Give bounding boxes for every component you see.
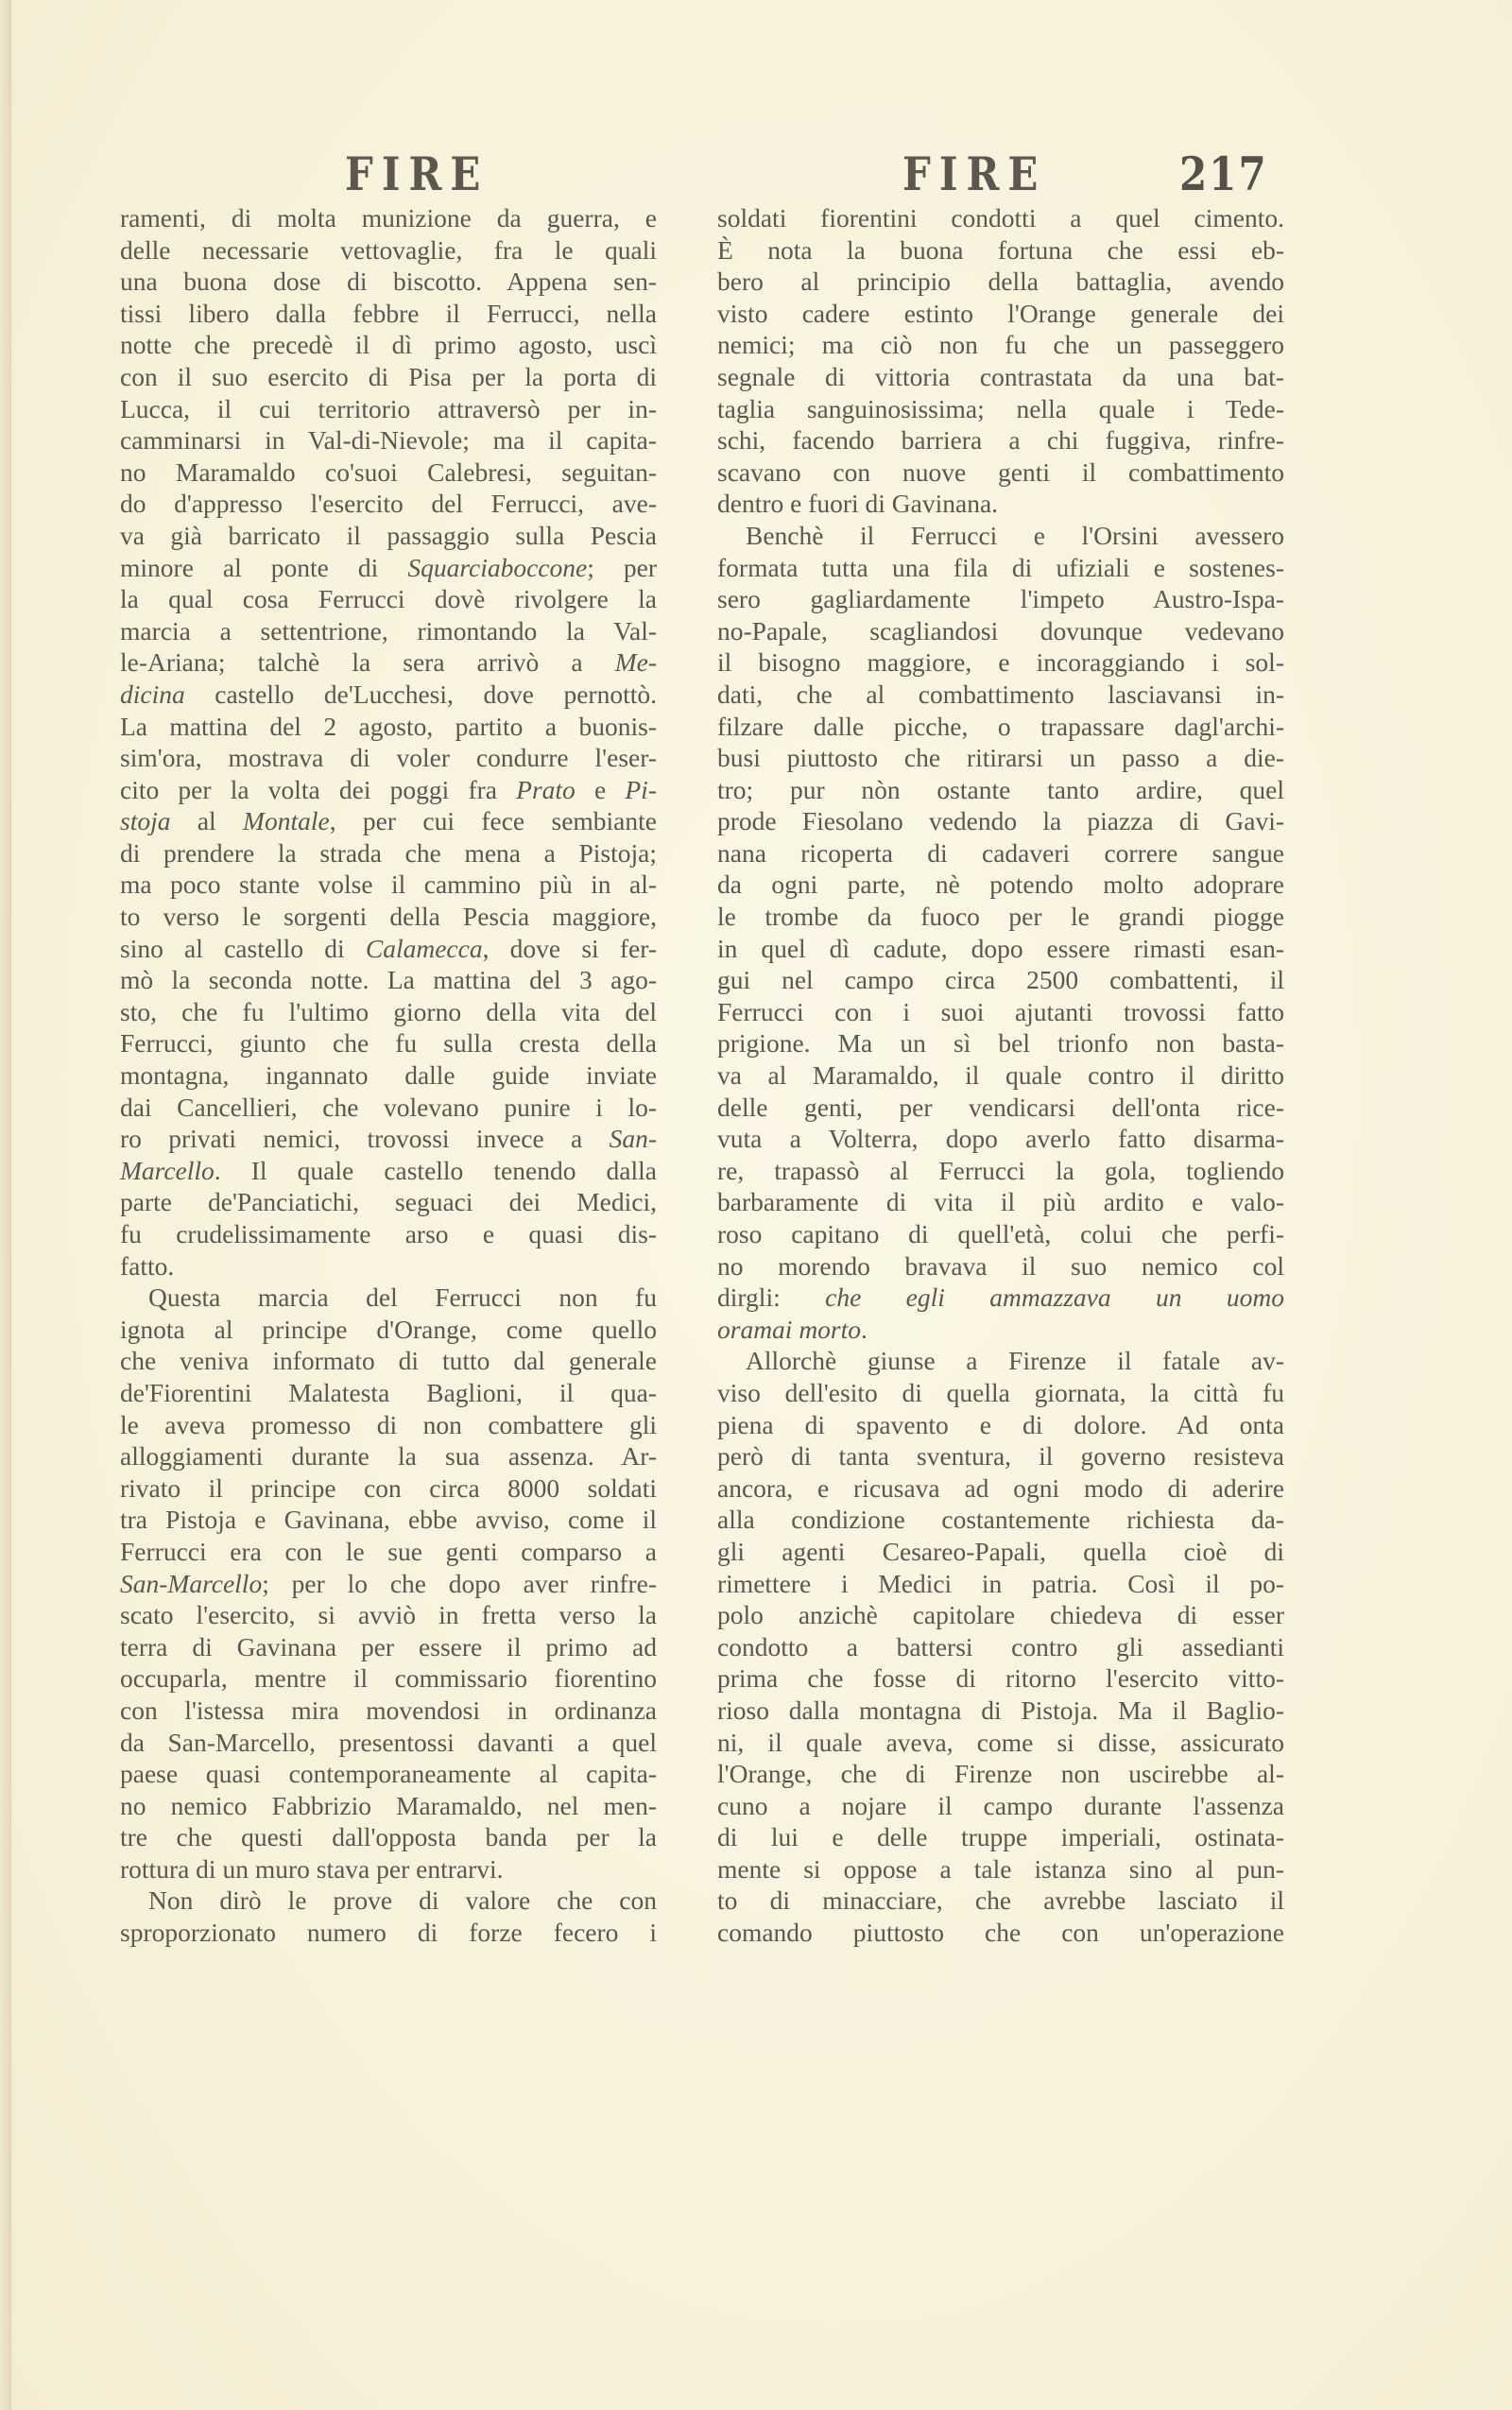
text-line [717, 1314, 1284, 1346]
text-run: le-Ariana; talchè la sera arrivò a [120, 647, 615, 678]
text-run: ni, il quale aveva, come si disse, assicurato [717, 1727, 1284, 1757]
text-run: sto, che fu l'ultimo giorno della vita del [120, 996, 657, 1026]
text-run: ; per lo che dopo aver rinfre- [262, 1568, 657, 1598]
text-line [120, 1536, 657, 1568]
text-line [717, 711, 1284, 743]
text-line [120, 1662, 657, 1695]
text-run: Ferrucci, giunto che fu sulla cresta della [120, 1028, 657, 1059]
text-line [717, 1695, 1284, 1727]
text-line [717, 1282, 1284, 1314]
text-run: camminarsi in Val-di-Nievole; ma il capita- [120, 425, 657, 456]
italic-text: Pi- [625, 774, 657, 804]
text-line [717, 1250, 1284, 1282]
text-run: comando piuttosto che con un'operazione [717, 1918, 1284, 1948]
text-run: scato l'esercito, si avviò in fretta verso la [120, 1600, 657, 1630]
text-line [120, 711, 657, 743]
text-line [717, 805, 1284, 837]
text-line [120, 1282, 657, 1314]
text-line [717, 1123, 1284, 1155]
text-line [717, 933, 1284, 965]
text-run: tissi libero dalla febbre il Ferrucci, nella [120, 298, 657, 328]
text-line [717, 1758, 1284, 1790]
text-run: Non dirò le prove di valore che con [148, 1885, 657, 1916]
text-run: prima che fosse di ritorno l'esercito vitto- [717, 1663, 1284, 1694]
text-run: scavano con nuove genti il combattimento [717, 456, 1284, 487]
text-run: tra Pistoja e Gavinana, ebbe avviso, come il [120, 1505, 657, 1535]
text-line [717, 1377, 1284, 1409]
text-line [717, 329, 1284, 361]
text-run: minore al ponte di [120, 552, 408, 582]
text-run: castello de'Lucchesi, dove pernottò. [184, 679, 657, 709]
text-run: schi, facendo barriera a chi fuggiva, rinfre- [717, 425, 1284, 456]
text-line [120, 298, 657, 330]
text-line [717, 456, 1284, 489]
text-run: Allorchè giunse a Firenze il fatale av- [746, 1346, 1284, 1376]
left-running-head: FIRE [345, 147, 490, 201]
text-line [120, 1853, 657, 1885]
text-line [120, 1345, 657, 1377]
text-run: Benchè il Ferrucci e l'Orsini avessero [746, 520, 1284, 550]
text-run: roso capitano di quell'età, colui che perfi- [717, 1219, 1284, 1248]
text-line [120, 583, 657, 615]
text-run: con il suo esercito di Pisa per la porta di [120, 361, 657, 391]
text-run: re, trapassò al Ferrucci la gola, togliendo [717, 1155, 1284, 1185]
text-run: ancora, e ricusava ad ogni modo di aderire [717, 1472, 1284, 1503]
text-line [717, 1092, 1284, 1124]
right-text-column [717, 202, 1284, 1949]
text-line [717, 901, 1284, 933]
text-line [120, 456, 657, 489]
text-line [120, 520, 657, 552]
text-line [717, 996, 1284, 1028]
text-line [717, 1409, 1284, 1441]
text-line [120, 1631, 657, 1663]
text-line [120, 361, 657, 393]
text-run: no Maramaldo co'suoi Calebresi, seguitan- [120, 456, 657, 487]
text-line [717, 1853, 1284, 1885]
text-line [120, 869, 657, 901]
text-line [120, 964, 657, 996]
text-line [120, 1790, 657, 1822]
text-line [717, 1059, 1284, 1092]
text-line [120, 1727, 657, 1759]
text-run: dirgli: [717, 1282, 826, 1313]
text-line [717, 1631, 1284, 1663]
text-run: ma poco stante volse il cammino più in al- [120, 869, 657, 900]
text-line [717, 361, 1284, 393]
text-run: soldati fiorentini condotti a quel cimento. [717, 203, 1284, 232]
text-line [717, 520, 1284, 552]
text-line [717, 837, 1284, 869]
text-line [120, 1218, 657, 1250]
right-running-head: FIRE [902, 147, 1047, 201]
text-run: . Il quale castello tenendo dalla [214, 1155, 657, 1185]
text-line [717, 583, 1284, 615]
text-run: ramenti, di molta munizione da guerra, e [120, 203, 657, 232]
text-run: cuno a nojare il campo durante l'assenza [717, 1790, 1284, 1820]
text-run: le aveva promesso di non combattere gli [120, 1409, 657, 1439]
text-run: l'Orange, che di Firenze non uscirebbe al- [717, 1759, 1284, 1789]
text-line [120, 424, 657, 456]
text-run: va già barricato il passaggio sulla Pescia [120, 520, 657, 550]
text-run: condotto a battersi contro gli assedianti [717, 1631, 1284, 1661]
text-run: busi piuttosto che ritirarsi un passo a die- [717, 743, 1284, 773]
text-line [717, 1345, 1284, 1377]
text-line [120, 266, 657, 298]
text-run: polo anzichè capitolare chiedeva di esser [717, 1600, 1284, 1630]
text-run: Questa marcia del Ferrucci non fu [148, 1282, 657, 1313]
text-run: rimettere i Medici in patria. Così il po- [717, 1568, 1284, 1598]
text-run: prigione. Ma un sì bel trionfo non basta- [717, 1028, 1284, 1059]
text-line [120, 552, 657, 584]
text-line [120, 996, 657, 1028]
text-run: sino al castello di [120, 933, 366, 963]
text-line [717, 1536, 1284, 1568]
text-line [120, 1314, 657, 1346]
italic-text: Montale [243, 806, 330, 836]
text-run: da ogni parte, nè potendo molto adoprare [717, 869, 1284, 900]
italic-text: dicina [120, 679, 185, 709]
italic-text: San- [609, 1124, 657, 1154]
text-run: piena di spavento e di dolore. Ad onta [717, 1409, 1284, 1439]
text-line [717, 234, 1284, 267]
text-line [120, 1155, 657, 1187]
text-run: ; per [587, 552, 657, 582]
text-run: occuparla, mentre il commissario fiorentino [120, 1663, 657, 1694]
text-line [120, 1250, 657, 1282]
left-text-column [120, 202, 657, 1949]
text-line [120, 646, 657, 679]
text-line [717, 742, 1284, 774]
italic-text: Me- [614, 647, 657, 678]
text-run: ro privati nemici, trovossi invece a [120, 1124, 610, 1154]
page-number: 217 [1179, 147, 1268, 201]
text-run: no morendo bravava il suo nemico col [717, 1250, 1284, 1281]
text-line [717, 552, 1284, 584]
text-line [717, 1504, 1284, 1536]
italic-text: Calamecca [365, 933, 483, 963]
text-line [120, 805, 657, 837]
text-line [120, 1377, 657, 1409]
text-line [717, 1917, 1284, 1949]
text-run: tre che questi dall'opposta banda per la [120, 1822, 657, 1852]
text-run: segnale di vittoria contrastata da una bat- [717, 361, 1284, 391]
text-line [120, 1440, 657, 1472]
text-line [120, 1695, 657, 1727]
italic-text: oramai morto [717, 1314, 862, 1344]
text-line [120, 488, 657, 520]
text-line [120, 1123, 657, 1155]
text-line [120, 679, 657, 711]
text-line [717, 424, 1284, 456]
text-run: taglia sanguinosissima; nella quale i Tede- [717, 393, 1284, 423]
text-line [717, 1662, 1284, 1695]
text-line [717, 964, 1284, 996]
text-run: la qual cosa Ferrucci dovè rivolgere la [120, 584, 657, 614]
text-run: sim'ora, mostrava di voler condurre l'eser- [120, 743, 657, 773]
text-line [120, 234, 657, 267]
italic-text: San-Marcello [120, 1568, 263, 1598]
text-run: da San-Marcello, presentossi davanti a quel [120, 1727, 657, 1757]
text-line [717, 774, 1284, 806]
text-run: rottura di un muro stava per entrarvi. [120, 1853, 504, 1884]
text-line [120, 393, 657, 425]
text-line [120, 202, 657, 234]
text-run: Lucca, il cui territorio attraversò per in- [120, 393, 657, 423]
text-run: formata tutta una fila di ufiziali e sostenes- [717, 552, 1284, 582]
text-run: che veniva informato di tutto dal generale [120, 1346, 657, 1376]
text-line [120, 1885, 657, 1917]
text-line [120, 1092, 657, 1124]
text-line [717, 1472, 1284, 1505]
text-line [120, 742, 657, 774]
text-run: mente si oppose a tale istanza sino al pun- [717, 1853, 1284, 1884]
text-run: le trombe da fuoco per le grandi piogge [717, 902, 1284, 932]
text-run: al [170, 806, 244, 836]
text-run: di prendere la strada che mena a Pistoja; [120, 837, 657, 868]
text-run: fatto. [120, 1250, 175, 1281]
text-line [717, 1440, 1284, 1472]
text-run: e [575, 774, 626, 804]
text-run: marcia a settentrione, rimontando la Val- [120, 615, 657, 646]
text-run: La mattina del 2 agosto, partito a buonis- [120, 711, 657, 741]
text-run: notte che precedè il dì primo agosto, uscì [120, 330, 657, 360]
page-header [0, 147, 1512, 201]
text-run: va al Maramaldo, il quale contro il diritto [717, 1060, 1284, 1091]
text-run: . [861, 1314, 868, 1344]
text-run: no-Papale, scagliandosi dovunque vedevano [717, 615, 1284, 646]
text-run: , dove si fer- [482, 933, 657, 963]
text-run: nana ricoperta di cadaveri correre sangue [717, 837, 1284, 868]
text-line [120, 1504, 657, 1536]
text-line [717, 1218, 1284, 1250]
text-run: gli agenti Cesareo-Papali, quella cioè di [717, 1536, 1284, 1566]
text-line [717, 1599, 1284, 1631]
text-line [717, 1186, 1284, 1218]
text-line [717, 1568, 1284, 1600]
text-line [717, 266, 1284, 298]
text-run: paese quasi contemporaneamente al capita- [120, 1759, 657, 1789]
text-run: mò la seconda notte. La mattina del 3 ago- [120, 965, 657, 995]
text-run: il bisogno maggiore, e incoraggiando i sol- [717, 647, 1284, 678]
text-line [717, 488, 1284, 520]
text-line [120, 1821, 657, 1853]
text-line [120, 1758, 657, 1790]
text-run: bero al principio della battaglia, avendo [717, 267, 1284, 297]
text-line [120, 1568, 657, 1600]
text-line [717, 869, 1284, 901]
text-line [717, 298, 1284, 330]
text-run: delle genti, per vendicarsi dell'onta rice- [717, 1092, 1284, 1122]
text-run: però di tanta sventura, il governo resisteva [717, 1441, 1284, 1472]
text-run: con l'istessa mira movendosi in ordinanza [120, 1695, 657, 1725]
text-line [120, 329, 657, 361]
text-run: dati, che al combattimento lasciavansi in- [717, 679, 1284, 709]
text-run: rivato il principe con circa 8000 soldati [120, 1472, 657, 1503]
text-run: tro; pur nòn ostante tanto ardire, quel [717, 774, 1284, 804]
text-run: nemici; ma ciò non fu che un passeggero [717, 330, 1284, 360]
text-line [717, 1885, 1284, 1917]
text-run: sero gagliardamente l'impeto Austro-Ispa- [717, 584, 1284, 614]
text-run: visto cadere estinto l'Orange generale dei [717, 298, 1284, 328]
text-run: de'Fiorentini Malatesta Baglioni, il qua- [120, 1377, 657, 1407]
italic-text: Prato [516, 774, 576, 804]
book-gutter-edge [0, 0, 11, 2410]
text-run: in quel dì cadute, dopo essere rimasti esan- [717, 933, 1284, 963]
text-line [120, 615, 657, 647]
italic-text: Squarciaboccone [407, 552, 588, 582]
text-line [717, 1155, 1284, 1187]
text-run: È nota la buona fortuna che essi eb- [717, 234, 1284, 265]
text-run: gui nel campo circa 2500 combattenti, il [717, 965, 1284, 995]
text-run: to di minacciare, che avrebbe lasciato il [717, 1885, 1284, 1916]
text-run: dentro e fuori di Gavinana. [717, 489, 999, 519]
text-run: prode Fiesolano vedendo la piazza di Gavi- [717, 806, 1284, 836]
text-line [120, 1472, 657, 1505]
text-line [120, 1917, 657, 1949]
text-line [120, 901, 657, 933]
text-run: alloggiamenti durante la sua assenza. Ar- [120, 1441, 657, 1472]
text-line [120, 933, 657, 965]
text-run: filzare dalle picche, o trapassare dagl'archi- [717, 711, 1284, 741]
text-line [120, 1186, 657, 1218]
text-run: barbaramente di vita il più ardito e valo- [717, 1187, 1284, 1217]
text-line [717, 1790, 1284, 1822]
text-run: do d'appresso l'esercito del Ferrucci, ave- [120, 489, 657, 519]
text-run: rioso dalla montagna di Pistoja. Ma il Baglio- [717, 1695, 1284, 1725]
text-line [120, 1059, 657, 1092]
text-line [120, 1409, 657, 1441]
text-line [120, 1599, 657, 1631]
text-run: montagna, ingannato dalle guide inviate [120, 1060, 657, 1091]
text-run: no nemico Fabbrizio Maramaldo, nel men- [120, 1790, 657, 1820]
italic-text: Marcello [120, 1155, 215, 1185]
text-line [717, 1727, 1284, 1759]
italic-text: che egli ammazzava un uomo [825, 1282, 1284, 1313]
text-line [120, 1027, 657, 1059]
text-line [717, 615, 1284, 647]
text-run: cito per la volta dei poggi fra [120, 774, 517, 804]
text-line [717, 1821, 1284, 1853]
text-run: alla condizione costantemente richiesta da- [717, 1505, 1284, 1535]
text-run: ignota al principe d'Orange, come quello [120, 1314, 657, 1344]
text-run: vuta a Volterra, dopo averlo fatto disarma- [717, 1124, 1284, 1154]
text-run: dai Cancellieri, che volevano punire i lo- [120, 1092, 657, 1122]
text-run: di lui e delle truppe imperiali, ostinata- [717, 1822, 1284, 1852]
text-run: Ferrucci era con le sue genti comparso a [120, 1536, 657, 1566]
text-line [717, 646, 1284, 679]
italic-text: stoja [120, 806, 171, 836]
text-run: , per cui fece sembiante [329, 806, 657, 836]
text-line [120, 774, 657, 806]
text-run: una buona dose di biscotto. Appena sen- [120, 267, 657, 297]
text-run: parte de'Panciatichi, seguaci dei Medici, [120, 1187, 657, 1217]
text-run: to verso le sorgenti della Pescia maggiore, [120, 902, 657, 932]
text-run: Ferrucci con i suoi ajutanti trovossi fatto [717, 996, 1284, 1026]
text-run: viso dell'esito di quella giornata, la città fu [717, 1377, 1284, 1407]
text-line [717, 393, 1284, 425]
text-run: delle necessarie vettovaglie, fra le quali [120, 234, 657, 265]
text-run: sproporzionato numero di forze fecero i [120, 1918, 657, 1948]
text-run: fu crudelissimamente arso e quasi dis- [120, 1219, 657, 1248]
text-line [717, 1027, 1284, 1059]
text-line [120, 837, 657, 869]
text-run: terra di Gavinana per essere il primo ad [120, 1631, 657, 1661]
text-line [717, 202, 1284, 234]
text-line [717, 679, 1284, 711]
